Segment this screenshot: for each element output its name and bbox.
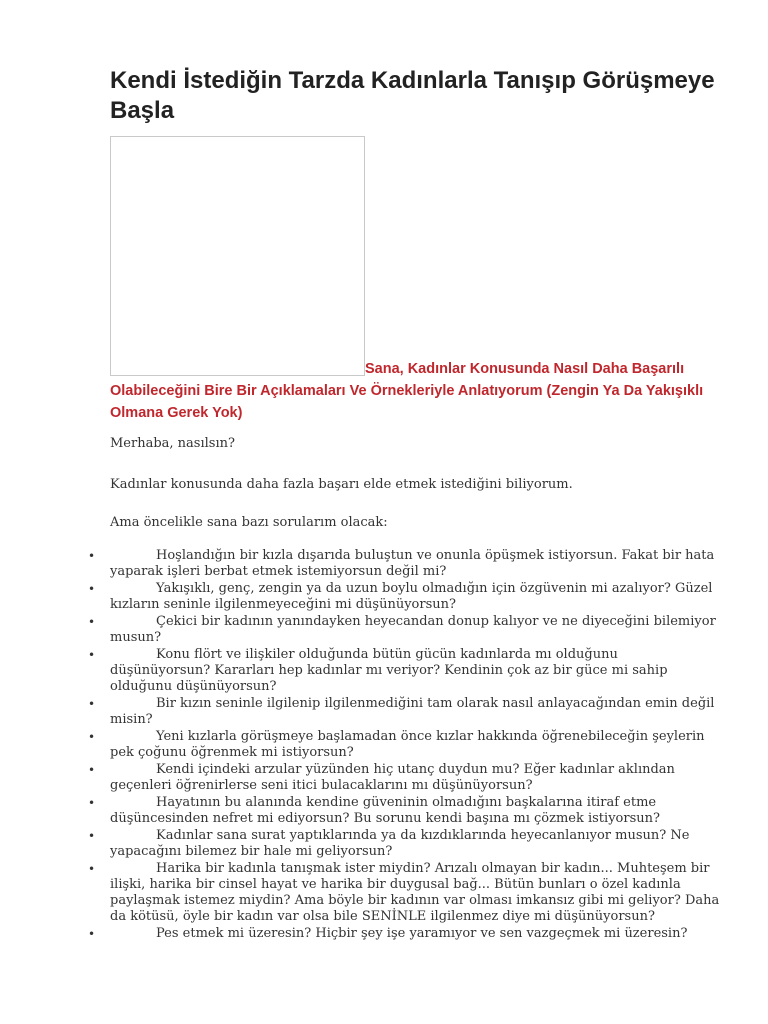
bullet-icon: • <box>88 763 96 777</box>
page-title: Kendi İstediğin Tarzda Kadınlarla Tanışıp Görüşmeye Başla <box>110 67 715 124</box>
list-item <box>88 696 720 728</box>
list-item-text: Hoşlandığın bir kızla dışarıda buluştun ve onunla öpüşmek istiyorsun. Fakat bir hata yaparak işleri berbat etmek istemiyorsun değil mi? <box>110 548 715 579</box>
subheading: Sana, Kadınlar Konusunda Nasıl Daha Başarılı Olabileceğini Bire Bir Açıklamaları Ve Örnekleriyle Anlatıyorum (Zengin Ya Da Yakışıklı Olmana Gerek Yok) <box>110 361 704 421</box>
bullet-icon: • <box>88 615 96 629</box>
list-item <box>88 926 720 942</box>
bullet-icon: • <box>88 697 96 711</box>
bullet-icon: • <box>88 582 96 596</box>
list-item-text: Konu flört ve ilişkiler olduğunda bütün gücün kadınlarda mı olduğunu düşünüyorsun? Kararları hep kadınlar mı veriyor? Kendinin çok az bir güce mi sahip olduğunu düşünüyorsun? <box>110 647 668 694</box>
list-item <box>88 581 720 613</box>
list-item <box>88 614 720 646</box>
intro-paragraph: Kadınlar konusunda daha fazla başarı elde etmek istediğini biliyorum. <box>110 477 573 492</box>
bullet-icon: • <box>88 862 96 876</box>
list-item-text: Kendi içindeki arzular yüzünden hiç utanç duydun mu? Eğer kadınlar aklından geçenleri öğrenirlerse seni itici bulacaklarını mı düşünüyorsun? <box>110 762 675 793</box>
list-item-text: Yeni kızlarla görüşmeye başlamadan önce kızlar hakkında öğrenebileceğin şeylerin pek çoğunu öğrenmek mi istiyorsun? <box>110 729 705 760</box>
list-item-text: Hayatının bu alanında kendine güveninin olmadığını başkalarına itiraf etme düşüncesinden nefret mi ediyorsun? Bu sorunu kendi başına mı çözmek istiyorsun? <box>110 795 660 826</box>
bullet-icon: • <box>88 927 96 941</box>
list-item-text: Bir kızın seninle ilgilenip ilgilenmediğini tam olarak nasıl anlayacağından emin değil misin? <box>110 696 715 727</box>
list-item <box>88 729 720 761</box>
list-item <box>88 762 720 794</box>
bullet-icon: • <box>88 730 96 744</box>
bullet-icon: • <box>88 796 96 810</box>
list-item <box>88 548 720 580</box>
list-item-text: Pes etmek mi üzeresin? Hiçbir şey işe yaramıyor ve sen vazgeçmek mi üzeresin? <box>156 926 688 941</box>
bullet-icon: • <box>88 549 96 563</box>
list-item-text: Yakışıklı, genç, zengin ya da uzun boylu olmadığın için özgüvenin mi azalıyor? Güzel kızların seninle ilgilenmeyeceğini mi düşünüyorsun? <box>110 581 713 612</box>
list-item-text: Harika bir kadınla tanışmak ister miydin? Arızalı olmayan bir kadın... Muhteşem bir ilişki, harika bir cinsel hayat ve harika bir duygusal bağ... Bütün bunları o özel kadınla paylaşmak istemez miydin? Ama böyle bir kadının var olması imkansız gibi mi geliyor? Daha da kötüsü, öyle bir kadın var olsa bile SENİNLE ilgilenmez diye mi düşünüyorsun? <box>110 861 720 924</box>
list-item <box>88 647 720 695</box>
questions-intro-paragraph: Ama öncelikle sana bazı sorularım olacak: <box>110 515 388 530</box>
image-placeholder <box>110 136 365 376</box>
list-item-text: Kadınlar sana surat yaptıklarında ya da kızdıklarında heyecanlanıyor musun? Ne yapacağını bilemez bir hale mi geliyorsun? <box>110 828 690 859</box>
question-list <box>88 548 720 943</box>
list-item <box>88 861 720 925</box>
bullet-icon: • <box>88 648 96 662</box>
greeting-paragraph: Merhaba, nasılsın? <box>110 436 235 451</box>
bullet-icon: • <box>88 829 96 843</box>
list-item <box>88 795 720 827</box>
list-item-text: Çekici bir kadının yanındayken heyecandan donup kalıyor ve ne diyeceğini bilemiyor musun? <box>110 614 716 645</box>
list-item <box>88 828 720 860</box>
